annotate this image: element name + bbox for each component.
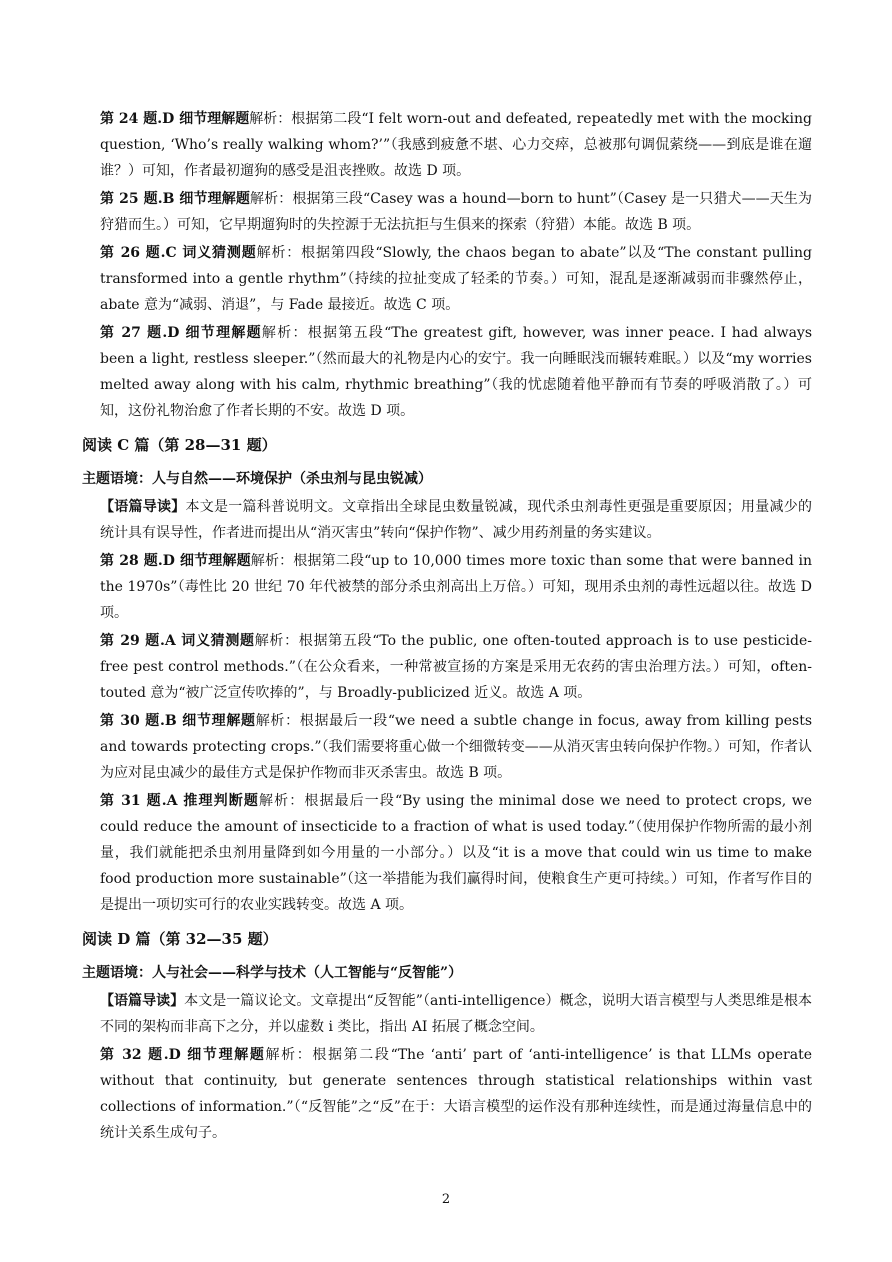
answer-30: 第 30 题.B 细节理解题解析：根据最后一段“we need a subtle change in focus, away from killing pests and towards protecting crops.”（我们需要将重心做一个细微转变——从消灭害虫转向保护作物。）可知，作者认为应对昆虫减少的最佳方式是保护作物而非灭杀害虫。故选 B 项。: [100, 713, 813, 781]
answer-24: 第 24 题.D 细节理解题解析：根据第二段“I felt worn-out and defeated, repeatedly met with the mocking question, ‘Who’s really walking whom?’”（我感到疲惫不堪、心力交瘁，总被那句调侃萦绕——到底是谁在遛谁？）可知，作者最初遛狗的感受是沮丧挫败。故选 D 项。: [100, 111, 812, 179]
section-d-intro: 【语篇导读】本文是一篇议论文。文章提出“反智能”（anti-intelligence）概念，说明大语言模型与人类思维是根本不同的架构而非高下之分，并以虚数 i 类比，指出 AI 拓展了概念空间。: [100, 993, 812, 1035]
section-c-intro: 【语篇导读】本文是一篇科普说明文。文章指出全球昆虫数量锐减，现代杀虫剂毒性更强是重要原因；用量减少的统计具有误导性，作者进而提出从“消灭害虫”转向“保护作物”、减少用药剂量的务实建议。: [100, 499, 813, 541]
section-c-theme: 主题语境：人与自然——环境保护（杀虫剂与昆虫锐减）: [82, 471, 432, 487]
answer-28: 第 28 题.D 细节理解题解析：根据第二段“up to 10,000 times more toxic than some that were banned in the 1970s”（毒性比 20 世纪 70 年代被禁的部分杀虫剂高出上万倍。）可知，现用杀虫剂的毒性远超以往。故选 D 项。: [100, 553, 812, 621]
answer-26: 第 26 题.C 词义猜测题解析：根据第四段“Slowly, the chaos began to abate”以及“The constant pulling transformed into a gentle rhythm”（持续的拉扯变成了轻柔的节奏。）可知，混乱是逐渐减弱而非骤然停止，abate 意为“减弱、消退”，与 Fade 最接近。故选 C 项。: [100, 245, 813, 313]
answer-29: 第 29 题.A 词义猜测题解析：根据第五段“To the public, one often-touted approach is to use pesticide-free pest control methods.”（在公众看来，一种常被宣扬的方案是采用无农药的害虫治理方法。）可知，often-touted 意为“被广泛宣传吹捧的”，与 Broadly-publicized 近义。故选 A 项。: [100, 633, 813, 701]
section-d-theme: 主题语境：人与社会——科学与技术（人工智能与“反智能”）: [82, 965, 463, 981]
answer-31: 第 31 题.A 推理判断题解析：根据最后一段“By using the minimal dose we need to protect crops, we could reduce the amount of insecticide to a fraction of what is used today.”（使用保护作物所需的最小剂量，我们就能把杀虫剂用量降到如今用量的一小部分。）以及“it is a move that could win us time to make food production more sustainable”（这一举措能为我们赢得时间，使粮食生产更可持续。）可知，作者写作目的是提出一项切实可行的农业实践转变。故选 A 项。: [100, 793, 812, 913]
section-c-heading: 阅读 C 篇（第 28—31 题）: [82, 436, 277, 454]
answer-27: 第 27 题.D 细节理解题解析：根据第五段“The greatest gift, however, was inner peace. I had always been a light, restless sleeper.”（然而最大的礼物是内心的安宁。我一向睡眠浅而辗转难眠。）以及“my worries melted away along with his calm, rhythmic breathing”（我的忧虑随着他平静而有节奏的呼吸消散了。）可知，这份礼物治愈了作者长期的不安。故选 D 项。: [100, 325, 813, 419]
section-d: [82, 926, 812, 1146]
page-number: 2: [441, 1192, 451, 1207]
answer-25: 第 25 题.B 细节理解题解析：根据第三段“Casey was a hound—born to hunt”（Casey 是一只猎犬——天生为狩猎而生。）可知，它早期遛狗时的失控源于无法抗拒与生俱来的探索（狩猎）本能。故选 B 项。: [100, 191, 813, 233]
section-d-heading: 阅读 D 篇（第 32—35 题）: [82, 930, 278, 948]
passage-b-answers: [82, 106, 812, 424]
section-c: [82, 432, 812, 918]
answer-32: 第 32 题.D 细节理解题解析：根据第二段“The ‘anti’ part of ‘anti-intelligence’ is that LLMs operate without that continuity, but generate sentences through statistical relationships within vast collections of information.”（“反智能”之“反”在于：大语言模型的运作没有那种连续性，而是通过海量信息中的统计关系生成句子。: [100, 1047, 812, 1141]
